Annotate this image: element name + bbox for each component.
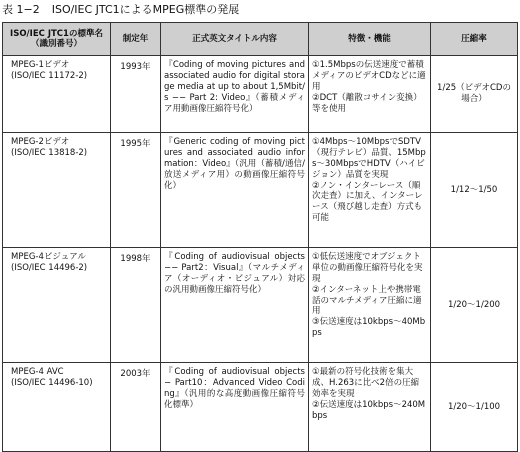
header-title: 正式英文タイトル内容 [161, 23, 309, 56]
ratio-cell: 1/12〜1/50 [431, 133, 518, 248]
standard-id: (ISO/IEC 14496-2) [11, 262, 88, 273]
feature-item: ②インターネット上や携帯電話のマルチメディア圧縮に適用 [312, 284, 422, 317]
table-caption [2, 1, 239, 19]
standard-name: MPEG-2ビデオ [11, 137, 70, 147]
feature-item: ②ノン・インターレース（順次走査）に加え、インターレース（飛び越し走査）方式も可能 [312, 180, 423, 224]
year-cell: 1998年 [111, 248, 161, 363]
feature-item: ①1.5Mbpsの伝送速度で蓄積メディアのビデオCDなどに適用 [312, 60, 426, 92]
feature-item: ③伝送速度は10kbps〜40Mbps [312, 317, 426, 339]
ratio-cell: 1/25（ビデオCDの場合） [431, 56, 518, 133]
caption-label: 表 1−2 [2, 3, 40, 16]
features-cell [309, 248, 431, 363]
standard-name-cell [3, 363, 111, 452]
caption-text: ISO/IEC JTC1によるMPEG標準の発展 [51, 3, 240, 16]
header-year: 制定年 [111, 23, 161, 56]
table-row [3, 133, 518, 248]
title-cell: 『Coding of moving pictures and associated audio for digital storage media at up to about 1,5Mbit/s −− Part 2: Video』（蓄積メディア用動画像圧縮符号化） [161, 56, 309, 133]
header-compression-ratio: 圧縮率 [431, 23, 518, 56]
features-cell [309, 133, 431, 248]
table-row [3, 56, 518, 133]
table-row [3, 248, 518, 363]
feature-item: ①4Mbps〜10MbpsでSDTV（現行テレビ）品質、15Mbps〜30MbpsでHDTV（ハイビジョン）品質を実現 [312, 137, 426, 180]
title-cell: 『Coding of audiovisual objects −− Part2：Visual』（マルチメディア（オーディオ・ビジュアル）対応の汎用動画像圧縮符号化） [161, 248, 309, 363]
standard-id: (ISO/IEC 14496-10) [11, 377, 93, 388]
feature-item: ②伝送速度は10kbps〜240Mbps [312, 399, 426, 421]
features-cell [309, 56, 431, 133]
standard-name-cell [3, 248, 111, 363]
standard-id: (ISO/IEC 11172-2) [11, 70, 88, 81]
standard-name: MPEG-4ビジュアル [11, 252, 86, 262]
feature-item: ①最新の符号化技術を集大成、H.263に比べ2倍の圧縮効率を実現 [312, 367, 420, 399]
title-cell: 『Coding of audiovisual objects − Part10：Advanced Video Coding』（汎用的な高度動画像圧縮符号化標準） [161, 363, 309, 452]
feature-item: ①低伝送速度でオブジェクト単位の動画像圧縮符号化を実現 [312, 252, 423, 284]
table-header-row [3, 23, 518, 56]
standard-name-cell [3, 133, 111, 248]
standard-id: (ISO/IEC 13818-2) [11, 147, 88, 158]
features-cell [309, 363, 431, 452]
mpeg-standards-table [2, 22, 518, 452]
year-cell: 2003年 [111, 363, 161, 452]
header-standard-name: ISO/IEC JTC1の標準名（識別番号） [3, 23, 111, 56]
standard-name: MPEG-1ビデオ [11, 60, 70, 70]
standard-name-cell [3, 56, 111, 133]
ratio-cell: 1/20〜1/200 [431, 248, 518, 363]
feature-item: ②DCT（離散コサイン変換）等を使用 [312, 92, 422, 114]
table-row [3, 363, 518, 452]
header-features: 特徴・機能 [309, 23, 431, 56]
year-cell: 1993年 [111, 56, 161, 133]
standard-name: MPEG-4 AVC [11, 367, 64, 377]
year-cell: 1995年 [111, 133, 161, 248]
ratio-cell: 1/20〜1/100 [431, 363, 518, 452]
title-cell: 『Generic coding of moving pictures and associated audio information：Video』（汎用（蓄積/通信/放送メディア用）の動画像圧縮符号化） [161, 133, 309, 248]
